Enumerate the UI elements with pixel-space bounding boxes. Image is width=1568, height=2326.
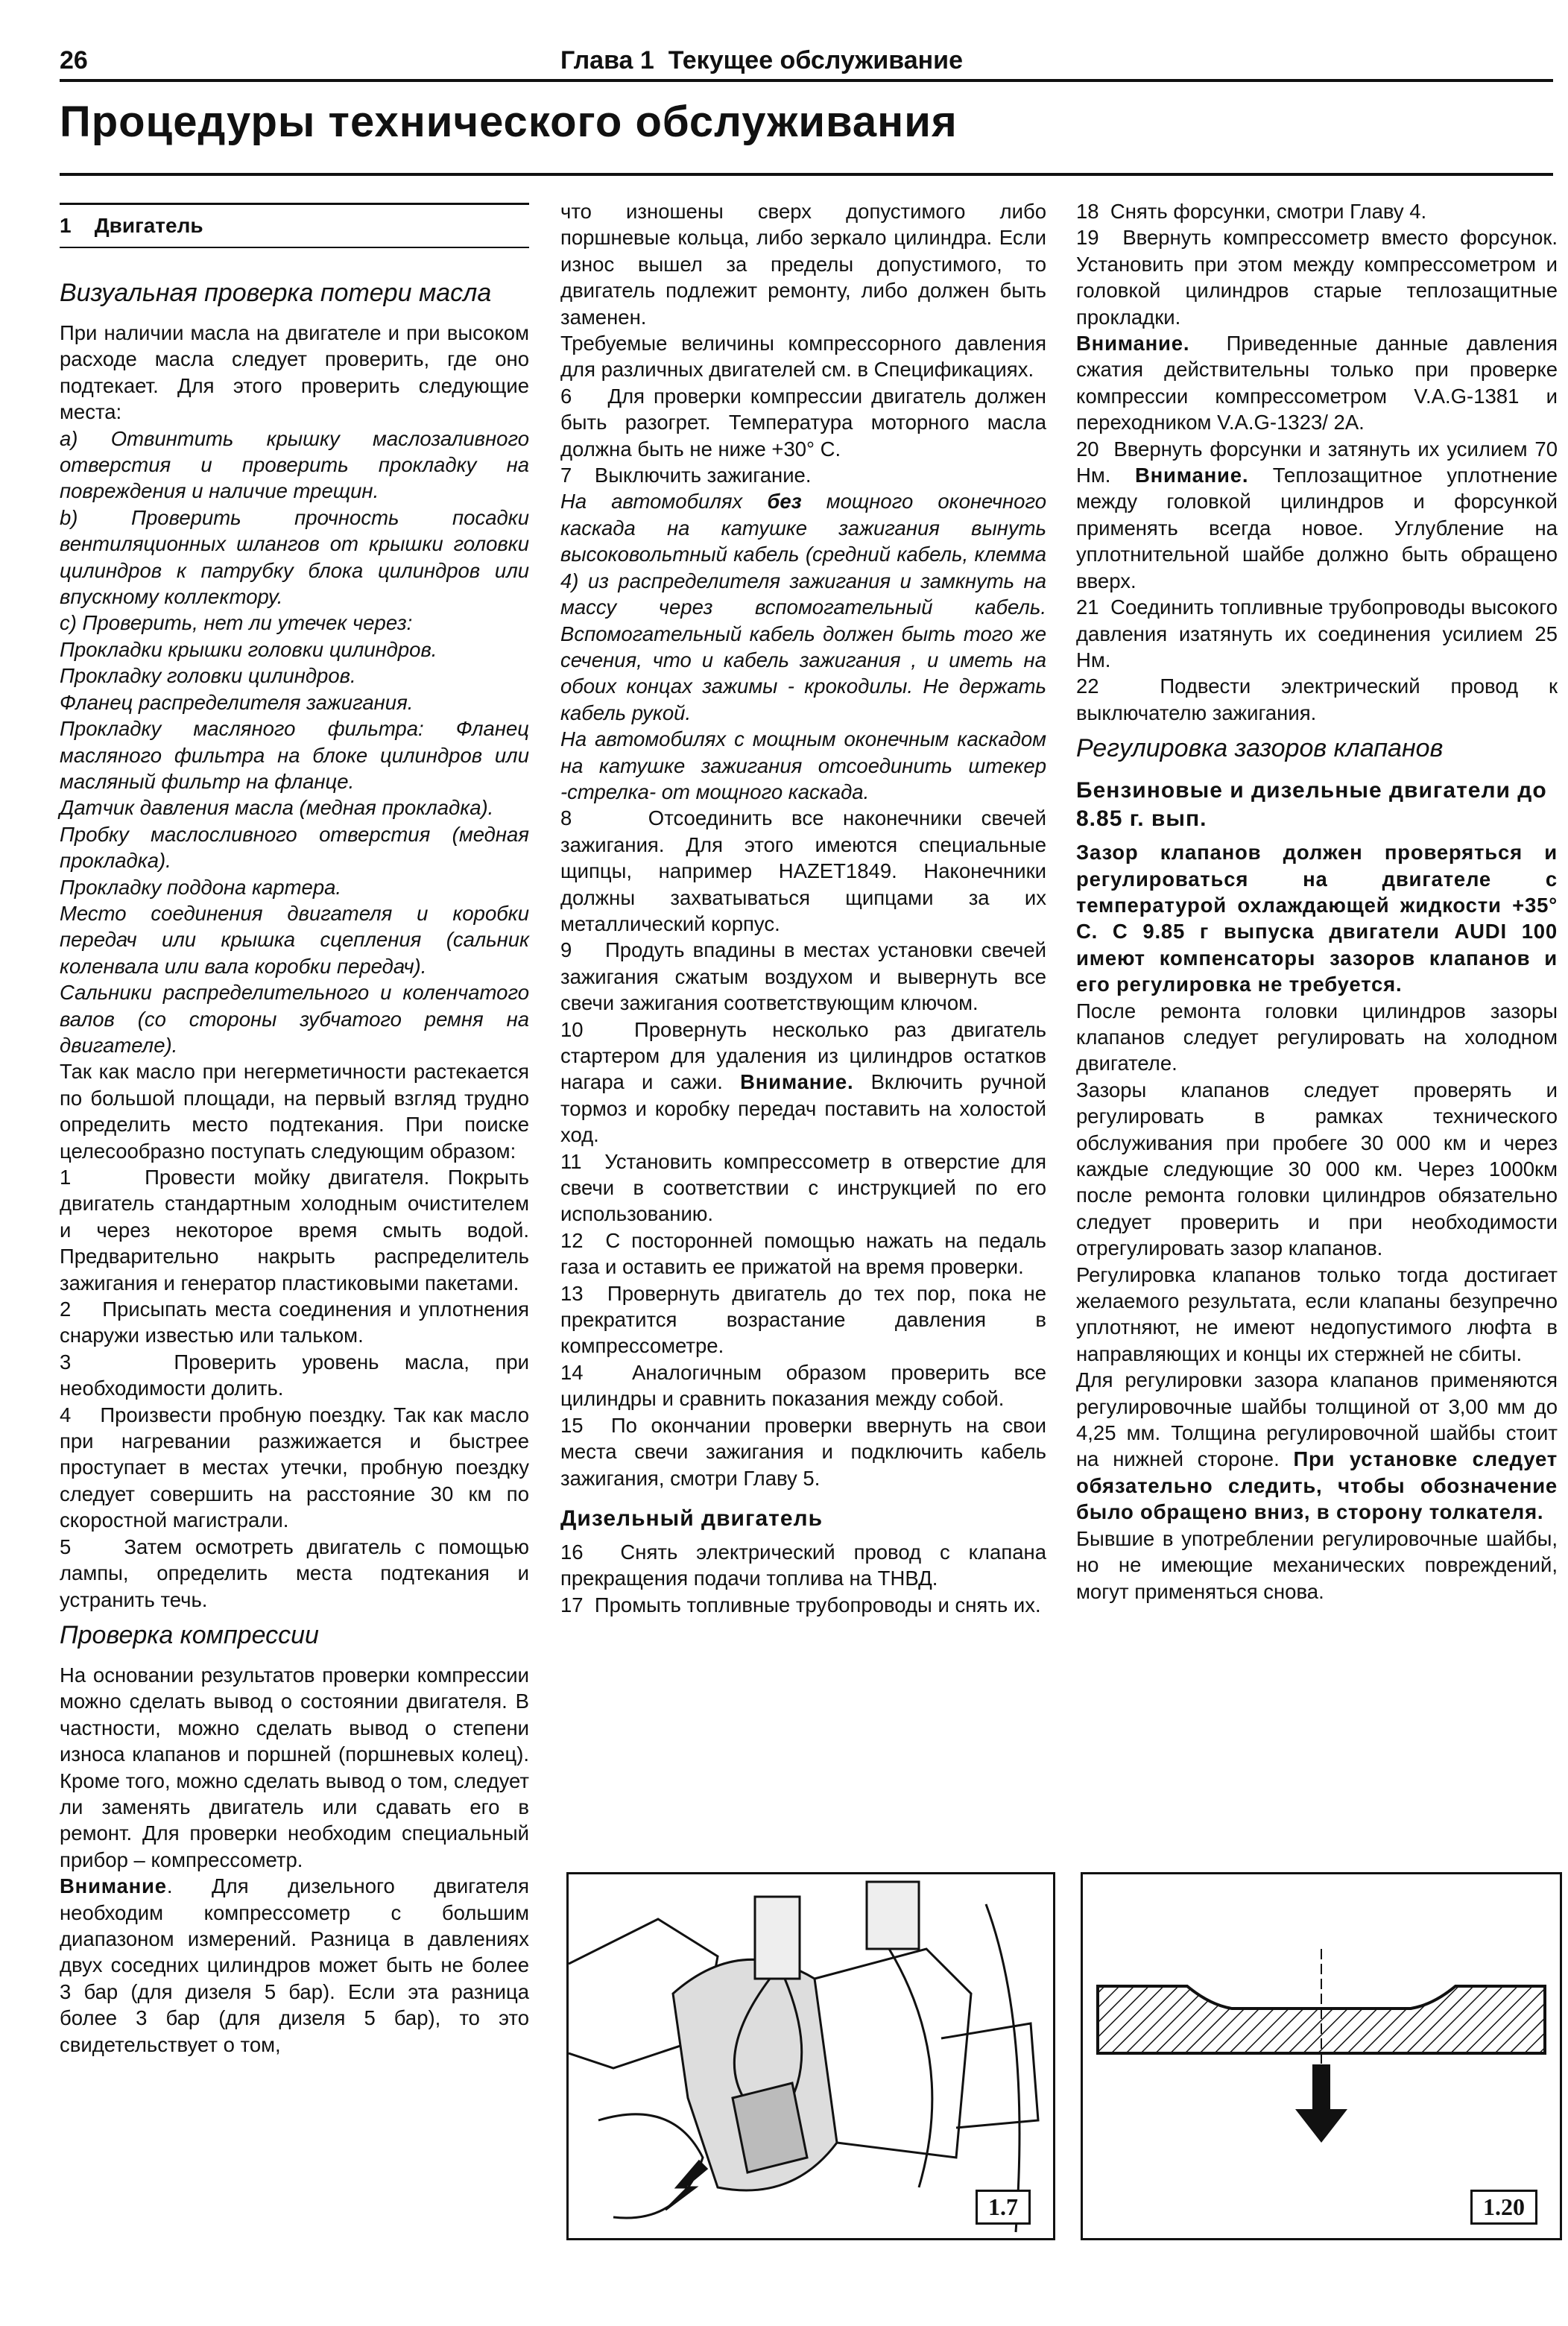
bold-heading: [1076, 777, 1558, 833]
text-run: Прокладку масляного фильтра: Фланец масляного фильтра на блоке цилиндров или масляный фильтр на фланце.: [60, 717, 535, 793]
text-run: Внимание.: [740, 1070, 854, 1094]
paragraph: [60, 689, 529, 715]
text-run: 13 Провернуть двигатель до тех пор, пока не прекратится возрастание давления в компрессометре.: [560, 1281, 1052, 1358]
text-run: Приведенные данные давления сжатия действительны только при проверке компрессии компрессометром V.A.G-1381 и переходником V.A.G-1323/ 2А.: [1076, 332, 1564, 434]
paragraph: [60, 821, 535, 874]
text-run: a) Отвинтить крышку маслозаливного отверстия и проверить прокладку на повреждения и наличие трещин.: [60, 426, 535, 503]
paragraph: [560, 1227, 1052, 1280]
engine-illustration-icon: [569, 1874, 1053, 2238]
paragraph: [60, 794, 529, 821]
section-heading: [60, 203, 529, 248]
paragraph: [60, 1873, 535, 2058]
text-run: Для регулировки зазора клапанов применяются регулировочные шайбы толщиной от 3,00 мм до 4,25 мм. Толщина регулировочной шайбы стоит на нижней стороне.: [1076, 1368, 1564, 1471]
paragraph: [1076, 1526, 1564, 1605]
title-rule: [60, 173, 1553, 176]
paragraph: [60, 715, 535, 794]
text-run: Проверка компрессии: [60, 1620, 319, 1649]
paragraph: [1076, 198, 1558, 224]
paragraph: [560, 462, 1046, 488]
text-run: Регулировка зазоров клапанов: [1076, 734, 1444, 763]
text-run: Бензиновые и дизельные двигатели до 8.85 г. вып.: [1076, 778, 1555, 832]
paragraph: [560, 805, 1052, 937]
text-run: Теплозащитное уплотнение между головкой цилиндров и форсункой применять всегда новое. Углубление на уплотнительной шайбе должно быть обращено вверх.: [1076, 464, 1564, 592]
text-run: На автомобилях: [560, 490, 768, 513]
text-run: 5 Затем осмотреть двигатель с помощью лампы, определить места подтекания и устранить течь.: [60, 1535, 535, 1611]
text-run: Зазоры клапанов следует проверять и регулировать в рамках технического обслуживания при пробеге 30 000 км и через каждые следующие 30 000 км. Через 1000км после ремонта головки цилиндров обязательно следует проверить и при необходимости отрегулировать зазор клапанов.: [1076, 1078, 1564, 1260]
text-run: 3 Проверить уровень масла, при необходимости долить.: [60, 1350, 535, 1400]
text-run: 4 Произвести пробную поездку. Так как масло при нагревании разжижается и быстрее проступает в местах утечки, пробную поездку следует совершить на расстояние 30 км по скоростной магистрали.: [60, 1403, 535, 1532]
text-run: 1 Провести мойку двигателя. Покрыть двигатель стандартным холодным очистителем и через некоторое время смыть водой. Предварительно накрыть распределитель зажигания и генератор пластиковыми пакетами.: [60, 1166, 535, 1295]
paragraph: [1076, 594, 1564, 673]
chapter-header: Глава 1 Текущее обслуживание: [560, 46, 963, 75]
paragraph: [560, 1539, 1052, 1592]
paragraph: [60, 900, 535, 979]
paragraph: [1076, 330, 1564, 436]
paragraph: [560, 488, 1052, 726]
paragraph: [1076, 673, 1564, 726]
text-run: Визуальная проверка потери масла: [60, 279, 492, 307]
text-run: Внимание.: [1134, 464, 1249, 487]
paragraph: [560, 1017, 1052, 1148]
bold-heading: [560, 1505, 1046, 1533]
paragraph: [60, 1164, 535, 1296]
paragraph: [560, 1359, 1052, 1412]
paragraph: [1076, 1367, 1564, 1525]
text-run: Прокладку поддона картера.: [60, 875, 342, 899]
paragraph: [560, 198, 1052, 330]
paragraph: [60, 1058, 535, 1164]
text-run: что изношены сверх допустимого либо поршневые кольца, либо зеркало цилиндра. Если износ вышел за пределы допустимого, то двигатель подлежит ремонту, либо должен быть заменен.: [560, 200, 1052, 329]
paragraph: [1076, 839, 1564, 997]
paragraph: [560, 383, 1052, 462]
paragraph: [560, 937, 1052, 1016]
text-run: 22 Подвести электрический провод к выключателю зажигания.: [1076, 674, 1564, 724]
text-run: Пробку маслосливного отверстия (медная прокладка).: [60, 822, 535, 873]
paragraph: [1076, 998, 1564, 1077]
text-run: Дизельный двигатель: [560, 1505, 823, 1531]
paragraph: [60, 636, 529, 663]
paragraph: [560, 726, 1052, 805]
paragraph: [560, 1412, 1052, 1491]
paragraph: [1076, 1077, 1564, 1262]
text-run: мощного оконечного каскада на катушке зажигания вынуть высоковольтный кабель (средний кабель, клемма 4) из распределителя зажигания и замкнуть на массу через вспомогательный кабель. Вспомогательный кабель должен быть того же сечения, что и кабель зажигания , и иметь на обоих концах зажимы - крокодилы. Не держать кабель рукой.: [560, 490, 1052, 724]
text-run: b) Проверить прочность посадки вентиляционных шлангов от крышки головки цилиндров к патрубку блока цилиндров или впускному коллектору.: [60, 505, 535, 609]
page-title: Процедуры технического обслуживания: [60, 98, 958, 146]
paragraph: [60, 1662, 535, 1873]
text-run: без: [767, 490, 802, 513]
paragraph: [560, 1280, 1052, 1359]
paragraph: [60, 874, 529, 900]
paragraph: [60, 1349, 535, 1402]
text-run: После ремонта головки цилиндров зазоры клапанов следует регулировать на холодном двигателе.: [1076, 999, 1564, 1075]
text-run: При установке следует обязательно следить, чтобы обозначение было обращено вниз, в сторону толкателя.: [1076, 1447, 1564, 1524]
text-run: Зазор клапанов должен проверяться и регулироваться на двигателе с температурой охлаждающей жидкости +35° С. С 9.85 г выпуска двигатели AUDI 100 имеют компенсаторы зазоров клапанов и его регулировка не требуется.: [1076, 841, 1564, 996]
text-run: 18 Снять форсунки, смотри Главу 4.: [1076, 200, 1427, 223]
text-run: Включить ручной тормоз и коробку передач поставить на холостой ход.: [560, 1070, 1052, 1147]
figure-engine: [566, 1872, 1055, 2240]
text-run: 6 Для проверки компрессии двигатель должен быть разогрет. Температура моторного масла должна быть не ниже +30° С.: [560, 384, 1052, 461]
figure-shim: [1081, 1872, 1562, 2240]
text-run: Регулировка клапанов только тогда достигает желаемого результата, если клапаны безупречно уплотняют, не имеют недопустимого люфта в направляющих и концы их стержней не сбиты.: [1076, 1262, 1564, 1365]
column-3: [1076, 198, 1564, 1605]
paragraph: [1076, 436, 1564, 594]
text-run: 8 Отсоединить все наконечники свечей зажигания. Для этого имеются специальные щипцы, например HAZET1849. Наконечники должны захватываться щипцами за их металлический корпус.: [560, 806, 1052, 935]
text-run: c) Проверить, нет ли утечек через:: [60, 611, 413, 635]
text-run: Требуемые величины компрессорного давления для различных двигателей см. в Спецификациях.: [560, 332, 1052, 382]
text-run: 12 С посторонней помощью нажать на педаль газа и оставить ее прижатой на время проверки.: [560, 1228, 1052, 1279]
subsection-heading: [60, 278, 529, 308]
text-run: 10 Провернуть несколько раз двигатель стартером для удаления из цилиндров остатков нагара и сажи.: [560, 1017, 1052, 1094]
paragraph: [60, 1534, 535, 1613]
paragraph: [60, 979, 535, 1058]
text-run: На основании результатов проверки компрессии можно сделать вывод о состоянии двигателя. В частности, можно сделать вывод о степени износа клапанов и поршней (поршневых колец). Кроме того, можно сделать вывод о том, следует ли заменять двигатель или сдавать его в ремонт. Для проверки необходим специальный прибор – компрессометр.: [60, 1663, 535, 1871]
paragraph: [60, 320, 535, 426]
figure-label: 1.20: [1470, 2190, 1537, 2225]
text-run: 2 Присыпать места соединения и уплотнения снаружи известью или тальком.: [60, 1298, 535, 1347]
header-rule: [60, 79, 1553, 82]
text-run: 7 Выключить зажигание.: [560, 464, 812, 487]
column-2: [560, 198, 1052, 1618]
text-run: 15 По окончании проверки ввернуть на свои места свечи зажигания и подключить кабель зажигания, смотри Главу 5.: [560, 1413, 1052, 1490]
subsection-heading: [1076, 733, 1558, 763]
text-run: Прокладки крышки головки цилиндров.: [60, 637, 437, 661]
subsection-heading: [60, 1620, 529, 1650]
paragraph: [60, 1402, 535, 1534]
text-run: 20 Ввернуть форсунки и затянуть их усилием 70 Нм.: [1076, 437, 1564, 487]
column-1: [60, 203, 535, 2058]
paragraph: [1076, 1262, 1564, 1368]
text-run: Место соединения двигателя и коробки передач или крышка сцепления (сальник коленвала или вала коробки передач).: [60, 901, 535, 978]
paragraph: [60, 663, 529, 689]
paragraph: [60, 1296, 535, 1349]
paragraph: [60, 426, 535, 505]
text-run: Бывшие в употреблении регулировочные шайбы, но не имеющие механических повреждений, могут применяться снова.: [1076, 1526, 1564, 1603]
page-number: 26: [60, 46, 88, 75]
text-run: 16 Снять электрический провод с клапана прекращения подачи топлива на ТНВД.: [560, 1540, 1052, 1590]
text-run: 17 Промыть топливные трубопроводы и снять их.: [560, 1593, 1041, 1616]
text-run: Внимание.: [1076, 332, 1190, 355]
paragraph: [560, 1148, 1052, 1227]
text-run: Фланец распределителя зажигания.: [60, 690, 414, 714]
text-run: При наличии масла на двигателе и при высоком расходе масла следует проверить, где оно подтекает. Для этого проверить следующие места:: [60, 321, 535, 424]
figure-label: 1.7: [976, 2190, 1031, 2225]
text-run: 21 Соединить топливные трубопроводы высокого давления изатянуть их соединения усилием 25 Нм.: [1076, 595, 1564, 671]
paragraph: [60, 610, 529, 636]
text-run: 1 Двигатель: [60, 214, 203, 237]
text-run: Внимание: [60, 1874, 167, 1898]
text-run: Так как масло при негерметичности растекается по большой площади, на первый взгляд трудно определить место подтекания. При поиске целесообразно поступать следующим образом:: [60, 1060, 535, 1163]
text-run: Датчик давления масла (медная прокладка).: [60, 796, 494, 820]
shim-cross-section-icon: [1083, 1874, 1560, 2238]
text-run: 19 Ввернуть компрессометр вместо форсунок. Установить при этом между компрессометром и головкой цилиндров старые теплозащитные прокладки.: [1076, 226, 1564, 329]
paragraph: [560, 330, 1052, 383]
text-run: На автомобилях с мощным оконечным каскадом на катушке зажигания отсоединить штекер -стрелка- от мощного каскада.: [560, 727, 1052, 803]
text-run: 14 Аналогичным образом проверить все цилиндры и сравнить показания между собой.: [560, 1360, 1052, 1411]
text-run: 11 Установить компрессометр в отверстие для свечи в соответствии с инструкцией по его использованию.: [560, 1149, 1052, 1226]
text-run: Сальники распределительного и коленчатого валов (со стороны зубчатого ремня на двигателе).: [60, 981, 535, 1057]
text-run: . Для дизельного двигателя необходим компрессометр с большим диапазоном измерений. Разница в давлениях двух соседних цилиндров может быть не более 3 бар (для дизеля 5 бар). Если эта разница более 3 бар (для дизеля 5 бар), то это свидетельствует о том,: [60, 1874, 535, 2056]
paragraph: [1076, 224, 1564, 330]
paragraph: [60, 505, 535, 610]
text-run: 9 Продуть впадины в местах установки свечей зажигания сжатым воздухом и вывернуть все свечи зажигания соответствующим ключом.: [560, 938, 1052, 1015]
text-run: Прокладку головки цилиндров.: [60, 664, 356, 688]
paragraph: [560, 1592, 1046, 1618]
